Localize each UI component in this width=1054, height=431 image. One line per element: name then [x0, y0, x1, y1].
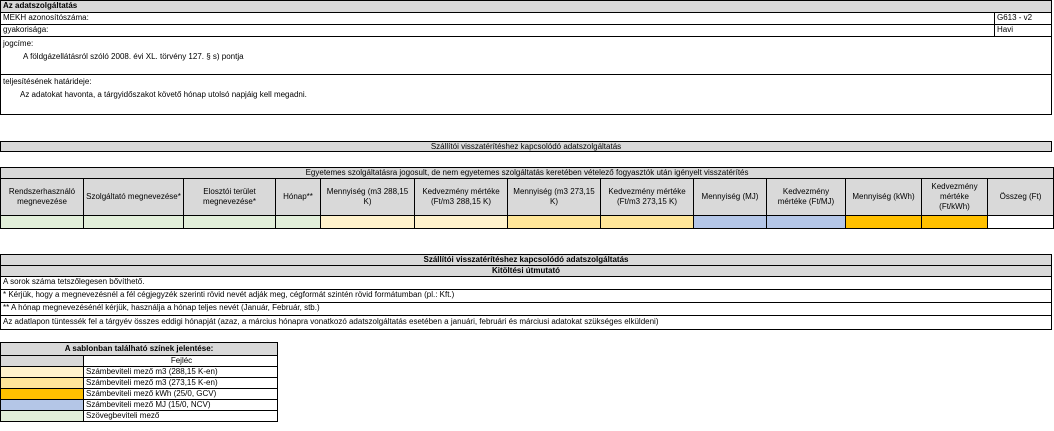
- divider: [0, 12, 1052, 13]
- column-header: Elosztói terület megnevezése*: [184, 179, 276, 216]
- info-title-bar: [1, 1, 1051, 12]
- legend-swatch: [1, 356, 84, 367]
- legend-label: Számbeviteli mező m3 (288,15 K-en): [84, 367, 278, 378]
- legend-swatch: [1, 378, 84, 389]
- column-header: Mennyiség (m3 273,15 K): [508, 179, 601, 216]
- column-header: Hónap**: [276, 179, 321, 216]
- legend-row: [1, 378, 278, 389]
- legend-row: [1, 367, 278, 378]
- column-header: Mennyiség (kWh): [846, 179, 922, 216]
- divider: [0, 315, 1052, 316]
- column-header: Kedvezmény mértéke (Ft/MJ): [767, 179, 846, 216]
- input-cell[interactable]: [276, 216, 321, 229]
- instruction-line: A sorok száma tetszőlegesen bővíthető.: [3, 277, 145, 286]
- section-title: Szállítói visszatérítéshez kapcsolódó adatszolgáltatás: [430, 142, 622, 151]
- legend-swatch: [1, 367, 84, 378]
- divider: [0, 36, 1052, 37]
- column-header: Rendszerhasználó megnevezése: [1, 179, 84, 216]
- divider: [0, 74, 1052, 75]
- input-cell[interactable]: [601, 216, 694, 229]
- deadline-text: Az adatokat havonta, a tárgyidőszakot követő hónap utolsó napjáig kell megadni.: [20, 90, 307, 99]
- legend-swatch: [1, 411, 84, 422]
- input-cell[interactable]: [415, 216, 508, 229]
- input-cell[interactable]: [321, 216, 415, 229]
- info-title: Az adatszolgáltatás: [3, 1, 78, 10]
- input-cell[interactable]: [508, 216, 601, 229]
- section-title-bar: [0, 141, 1052, 152]
- jogcime-text: A földgázellátásról szóló 2008. évi XL. törvény 127. § s) pontja: [23, 52, 244, 61]
- main-data-table: [0, 167, 1054, 229]
- legend-row: [1, 389, 278, 400]
- input-cell[interactable]: [694, 216, 767, 229]
- frequency-label: gyakorisága:: [3, 25, 49, 34]
- instruction-line: ** A hónap megnevezésénél kérjük, használja a hónap teljes nevét (Január, Február, stb.): [3, 303, 320, 312]
- instructions-subtitle-bar: [1, 266, 1051, 276]
- deadline-label: teljesítésének határideje:: [3, 77, 92, 86]
- input-cell[interactable]: [988, 216, 1054, 229]
- frequency-value[interactable]: Havi: [997, 25, 1014, 34]
- legend-row: [1, 411, 278, 422]
- input-cell[interactable]: [1, 216, 84, 229]
- instruction-line: * Kérjük, hogy a megnevezésnél a fél cégjegyzék szerinti rövid nevét adják meg, cégformát szintén rövid formátumban (pl.: Kft.): [3, 290, 455, 299]
- divider: [0, 24, 1052, 25]
- column-header: Összeg (Ft): [988, 179, 1054, 216]
- legend-row: [1, 356, 278, 367]
- input-cell[interactable]: [846, 216, 922, 229]
- jogcime-label: jogcíme:: [3, 39, 34, 48]
- instruction-line: Az adatlapon tüntessék fel a tárgyév összes eddigi hónapját (azaz, a március hónapra vonatkozó adatszolgáltatás esetében a januári, februári és márciusi adatokat szükséges elküldeni): [3, 317, 659, 326]
- legend-swatch: [1, 400, 84, 411]
- legend-title: A sablonban található színek jelentése:: [1, 343, 278, 356]
- legend-label: Számbeviteli mező m3 (273,15 K-en): [84, 378, 278, 389]
- legend-label: Számbeviteli mező kWh (25/0, GCV): [84, 389, 278, 400]
- column-header: Kedvezmény mértéke (Ft/m3 273,15 K): [601, 179, 694, 216]
- mekh-id-value[interactable]: G613 - v2: [997, 13, 1033, 22]
- color-legend: [0, 342, 278, 422]
- main-table-title: Egyetemes szolgáltatásra jogosult, de nem egyetemes szolgáltatás keretében vételező fogyasztók után igényelt visszatérítés: [1, 168, 1054, 179]
- column-header: Szolgáltató megnevezése*: [84, 179, 184, 216]
- mekh-id-label: MEKH azonosítószáma:: [3, 13, 89, 22]
- input-cell[interactable]: [184, 216, 276, 229]
- column-header: Kedvezmény mértéke (Ft/kWh): [922, 179, 988, 216]
- legend-row: [1, 400, 278, 411]
- input-cell[interactable]: [767, 216, 846, 229]
- legend-label: Szövegbeviteli mező: [84, 411, 278, 422]
- legend-label: Számbeviteli mező MJ (15/0, NCV): [84, 400, 278, 411]
- instructions-subtitle: Kitöltési útmutató: [492, 266, 560, 275]
- instructions-title-bar: [1, 255, 1051, 265]
- column-header: Kedvezmény mértéke (Ft/m3 288,15 K): [415, 179, 508, 216]
- input-cell[interactable]: [84, 216, 184, 229]
- legend-swatch: [1, 389, 84, 400]
- instructions-title: Szállítói visszatérítéshez kapcsolódó adatszolgáltatás: [423, 255, 629, 264]
- input-cell[interactable]: [922, 216, 988, 229]
- column-header: Mennyiség (MJ): [694, 179, 767, 216]
- legend-label: Fejléc: [84, 356, 278, 367]
- divider: [0, 276, 1052, 277]
- column-header: Mennyiség (m3 288,15 K): [321, 179, 415, 216]
